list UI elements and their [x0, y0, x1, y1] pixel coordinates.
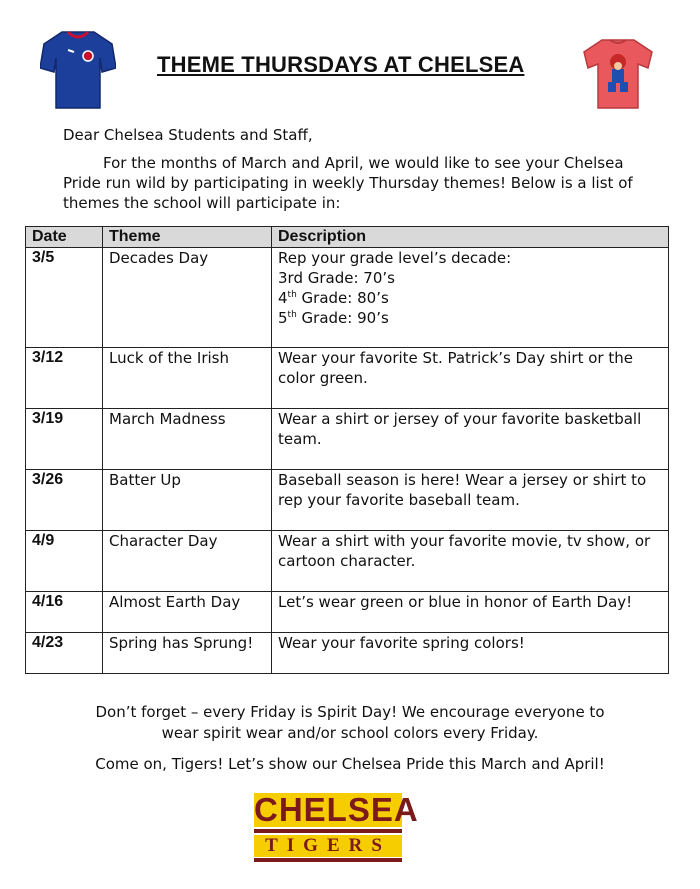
table-row [26, 409, 669, 470]
greeting: Dear Chelsea Students and Staff, [63, 126, 313, 144]
table-row [26, 531, 669, 592]
row-date: 4/9 [26, 531, 103, 592]
row-date: 3/26 [26, 470, 103, 531]
page-title: THEME THURSDAYS AT CHELSEA [157, 52, 525, 77]
logo-chelsea-text: CHELSEA [254, 791, 419, 828]
row-theme: March Madness [103, 409, 272, 470]
table-row [26, 348, 669, 409]
blue-jersey-image [40, 28, 116, 112]
logo-tigers-text: TIGERS [254, 835, 402, 857]
row-theme: Almost Earth Day [103, 592, 272, 633]
grade-5-text: Grade: 90’s [296, 309, 389, 327]
row-description: Let’s wear green or blue in honor of Earth Day! [272, 592, 669, 633]
logo-divider [254, 829, 402, 833]
row-date: 4/23 [26, 633, 103, 674]
red-mario-shirt-image [582, 36, 654, 112]
table-header-row [26, 227, 669, 248]
table-row [26, 592, 669, 633]
themes-table [25, 226, 669, 674]
row-theme: Character Day [103, 531, 272, 592]
grade-4-text: Grade: 80’s [296, 289, 389, 307]
row-description [272, 248, 669, 348]
grade-4-suffix: th [287, 290, 297, 300]
table-row [26, 470, 669, 531]
spirit-day-line-1: Don’t forget – every Friday is Spirit Day! We encourage everyone to [95, 703, 605, 721]
spirit-day-line-2: wear spirit wear and/or school colors every Friday. [161, 724, 539, 742]
row-date: 3/5 [26, 248, 103, 348]
spirit-day-note [0, 702, 700, 744]
intro-paragraph [63, 153, 643, 213]
grade-5-number: 5 [278, 309, 288, 327]
intro-paragraph-text: For the months of March and April, we would like to see your Chelsea Pride run wild by participating in weekly Thursday themes! Below is a list of themes the school will participate in: [63, 154, 633, 212]
grade-5-suffix: th [287, 310, 297, 320]
closing-line: Come on, Tigers! Let’s show our Chelsea Pride this March and April! [95, 755, 605, 773]
grade-4-number: 4 [278, 289, 288, 307]
decades-intro: Rep your grade level’s decade: [278, 249, 512, 267]
row-description: Wear your favorite spring colors! [272, 633, 669, 674]
row-theme: Decades Day [103, 248, 272, 348]
row-description: Wear a shirt or jersey of your favorite basketball team. [272, 409, 669, 470]
table-row [26, 633, 669, 674]
header-date: Date [26, 227, 103, 248]
logo-divider-bottom [254, 858, 402, 862]
grade-5-line [278, 308, 662, 328]
row-theme: Spring has Sprung! [103, 633, 272, 674]
header-theme: Theme [103, 227, 272, 248]
row-date: 3/12 [26, 348, 103, 409]
grade-4-line [278, 288, 662, 308]
row-description: Wear a shirt with your favorite movie, tv show, or cartoon character. [272, 531, 669, 592]
row-description: Wear your favorite St. Patrick’s Day shirt or the color green. [272, 348, 669, 409]
chelsea-tigers-logo [254, 791, 419, 861]
grade-3-line: 3rd Grade: 70’s [278, 269, 395, 287]
row-date: 4/16 [26, 592, 103, 633]
table-row [26, 248, 669, 348]
header-description: Description [272, 227, 669, 248]
row-theme: Luck of the Irish [103, 348, 272, 409]
row-date: 3/19 [26, 409, 103, 470]
row-theme: Batter Up [103, 470, 272, 531]
row-description: Baseball season is here! Wear a jersey or shirt to rep your favorite baseball team. [272, 470, 669, 531]
